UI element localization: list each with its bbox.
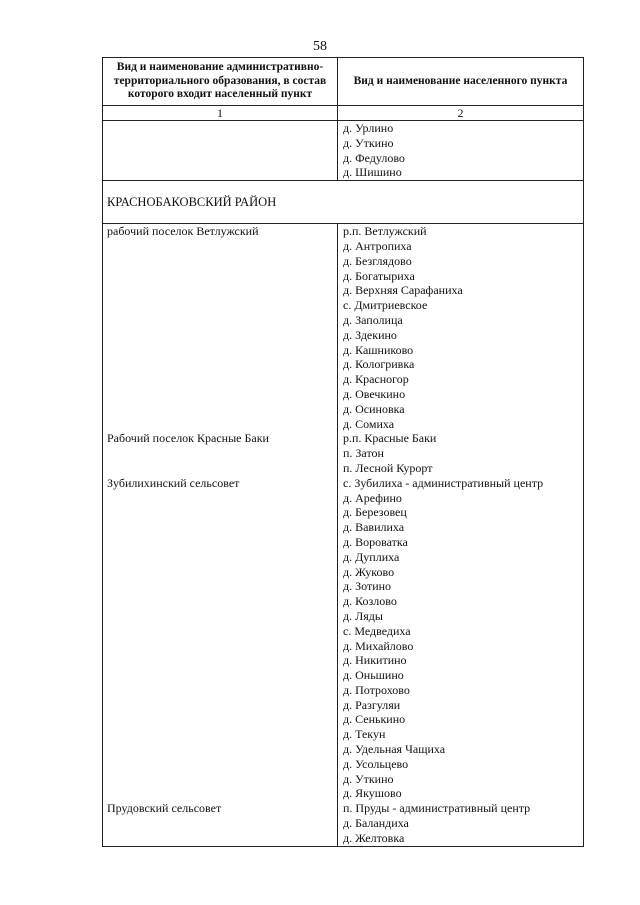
settlement-name: д. Арефино [343,490,402,505]
column-header-admin-unit: Вид и наименование административно-территориального образования, в состав которого входит населенный пункт [103,58,338,106]
settlement-name: д. Вавилиха [343,520,405,535]
settlement-name: с. Зубилиха - административный центр [343,475,544,490]
settlement-name: д. Якушово [343,786,402,801]
settlement-name: д. Разгуляи [343,697,401,712]
settlement-name: д. Федулово [343,150,405,165]
settlement-name: п. Затон [343,446,384,461]
region-title: КРАСНОБАКОВСКИЙ РАЙОН [103,181,584,224]
settlement-name: д. Баландиха [343,816,409,831]
continuation-settlements-cell [338,121,584,181]
settlement-name: д. Текун [343,727,386,742]
settlement-name: с. Дмитриевское [343,298,428,313]
settlement-name: д. Осиновка [343,401,405,416]
settlement-name: р.п. Красные Баки [343,431,437,446]
settlement-name: д. Михайлово [343,638,414,653]
settlement-name: д. Вороватка [343,534,408,549]
settlement-name: п. Лесной Курорт [343,460,433,475]
continuation-row [103,121,584,181]
settlement-name: р.п. Ветлужский [343,224,427,239]
admin-unit-name: рабочий поселок Ветлужский [107,224,259,239]
admin-unit-name: Прудовский сельсовет [107,801,222,816]
settlement-name: д. Красногор [343,372,409,387]
continuation-admin-cell [103,121,338,181]
settlement-name: д. Усольцево [343,756,409,771]
table-header-row [103,58,584,106]
settlement-name: д. Уткино [343,135,394,150]
settlement-name: д. Березовец [343,505,407,520]
settlement-name: д. Дуплиха [343,549,400,564]
admin-unit-name: Зубилихинский сельсовет [107,475,240,490]
settlement-name: с. Медведиха [343,623,411,638]
settlement-name: д. Овечкино [343,386,406,401]
region-body-row [103,224,584,846]
column-number-row [103,106,584,121]
settlements-cell [338,224,584,846]
admin-unit-name: Рабочий поселок Красные Баки [107,431,269,446]
settlement-name: д. Шишино [343,165,402,180]
settlement-name: д. Оньшино [343,668,404,683]
admin-units-cell [103,224,338,846]
settlement-name: д. Антропиха [343,238,412,253]
settlement-name: д. Никитино [343,653,407,668]
column-header-settlement: Вид и наименование населенного пункта [338,58,584,106]
region-title-row [103,181,584,224]
settlement-name: п. Пруды - административный центр [343,801,531,816]
settlement-name: д. Уткино [343,771,394,786]
settlement-name: д. Ляды [343,608,383,623]
column-number-1: 1 [103,106,338,121]
settlement-name: д. Сенькино [343,712,406,727]
settlement-name: д. Здекино [343,327,397,342]
settlement-name: д. Заполица [343,312,403,327]
settlement-name: д. Кашниково [343,342,414,357]
settlement-name: д. Урлино [343,121,394,135]
settlement-name: д. Сомиха [343,416,395,431]
settlement-name: д. Безглядово [343,253,412,268]
settlement-name: д. Богатыриха [343,268,415,283]
settlement-name: д. Верхняя Сарафаниха [343,283,463,298]
settlement-name: д. Зотино [343,579,392,594]
settlement-name: д. Удельная Чащиха [343,742,446,757]
settlement-name: д. Кологривка [343,357,415,372]
settlements-table [102,57,583,847]
settlement-name: д. Жуково [343,564,395,579]
settlement-name: д. Козлово [343,594,397,609]
page-number: 58 [313,39,327,54]
settlement-name: д. Потрохово [343,682,410,697]
settlement-name: д. Желтовка [343,830,405,845]
column-number-2: 2 [338,106,584,121]
